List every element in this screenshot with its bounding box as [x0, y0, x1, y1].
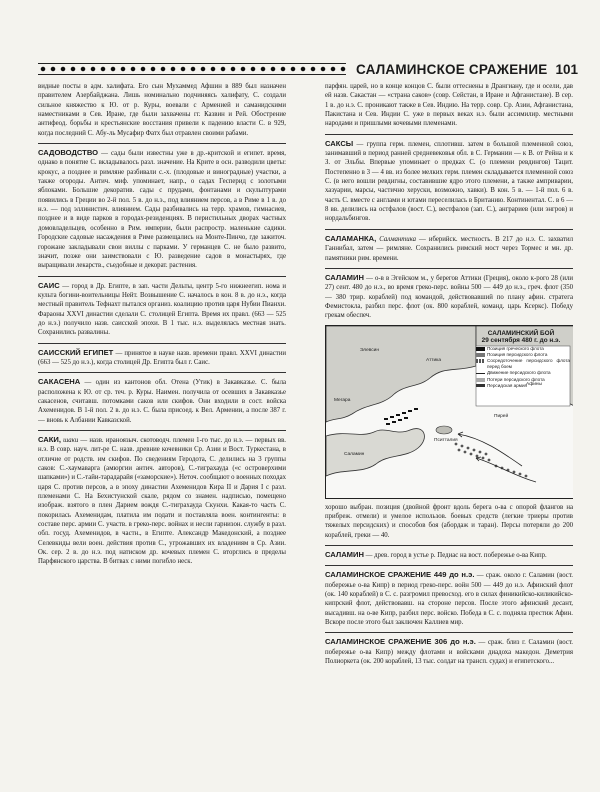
- entry-text: — город в Др. Египте, в зап. части Дельты, центр 5-го нижнеегип. нома и культа богини-воительницы Нейт. Возвышение С. началось в кон. 8 в. до н.э., когда местный правитель Тефнахт пытался организ. коалицию против царя Нубии Пианхи. Фараоны XXVI династии сделали С. столицей Египта. Время их правл. (663 — 525 до н.э.) получило назв. саисской эпохи. В 1 тыс. н.э. выделялась местная знать. Сохранились развалины.: [38, 282, 286, 337]
- battle-map: [325, 325, 573, 499]
- entry-text: — сраж. близ г. Саламин (вост. побережье о-ва Кипр) между флотами и войсками диадоха македон. Деметрия Полиоркета (ок. 200 кораблей, 13 тыс. солдат на трансп. судах) и египетского...: [325, 639, 573, 666]
- entry-headword: САЛАМИН: [325, 549, 364, 559]
- legend-swatch: [476, 353, 485, 357]
- legend-label: Персидская армия: [487, 383, 528, 388]
- entry-variant: шаки: [63, 437, 79, 444]
- entry-text: — группа герм. племен, сплотивш. затем в большой племенной союз, занимавший в период ранней средневековья обл. в С. Германии — к В. от Рейна и к З. от Эльбы. Впервые упоминает о предках С. (о племени ревдингов) Тацит. Постепенно в 3 — 4 вв. из более мелких герм. племен складывается племенной союз С. (в него вошли ревдигны, составившие ядро этого племени, а также амприварии, хазуарии, марсы, частично херуски, возможно, хавки). В кон. 5 в. — 1-й пол. 6 в. часть С. вместе с англами и ютами переселилась в Британию. Континентал. С. в 6 — 8 вв. делились на остфалов (вост. С.), вестфалов (зап. С.), анграриев (или энгров) и нордальбингов.: [325, 140, 573, 223]
- legend-item: [476, 346, 570, 351]
- legend-label: Потери персидского флота: [487, 376, 545, 382]
- entry-headword: САЛАМИН: [325, 272, 364, 282]
- legend-item: [476, 352, 570, 357]
- entry-salamin-city: [325, 550, 573, 560]
- legend-swatch: [476, 384, 485, 387]
- map-label-piraeus: Пирей: [494, 413, 509, 419]
- legend-item: [476, 358, 570, 369]
- entry-sakasena: [38, 377, 286, 425]
- entry-headword: САЛАМИНСКОЕ СРАЖЕНИЕ 449 до н.э.: [325, 570, 475, 580]
- entry-sadovodstvo: [38, 148, 286, 270]
- map-title: [476, 330, 566, 344]
- entry-divider: [325, 565, 573, 566]
- map-label-psyttaleia: Пситталия: [434, 437, 458, 443]
- entry-text: — назв. ираноязыч. скотоводч. племен 1-го тыс. до н.э. — первых вв. н.э. В совр. науч. лит-ре С. назв. древние кочевники Ср. Азии и Вост. Туркестана, в отличие от родств. им скифов. По сведениям Геродота, С. делились на 3 группы саков: С.-хаумаварга (амюргии антич. авторов), С.-тиграхауда («с островерхими шапками») и С.-тайи-тарадарайя («заморские»). Неточ. сообщают о военных походах царя С. против персов, а в эпоху династии Ахеменидов Кира II и Дария I с разл. племенами С. На Бехистунской скале, рядом со знамен. надписью, помещено изображ. взятого в плен Дарием вождя С.-тиграхауда Скунхи. Какая-то часть С. покорилась Ахеменидам, платила им подати и поставляла воен. контингенты: в составе перс. армии С. участв. в греко-перс. войнах и несли гарнизон. службу в разл. обл. госуд. Ахеменидов, в частн., в Египте. Александр Македонский, а позднее Селевкиды вели воен. действия против С., угрожавших их владениям в Ср. Азии. Ок. сер. 2 в. до н.э. под натиском др. кочевых племен С. вторглись в пределы Парфянского царства. В битвах с ними погибло неск.: [38, 437, 286, 566]
- map-title-date: 29 сентября 480 г. до н.э.: [481, 336, 561, 344]
- right-column: [325, 82, 573, 786]
- legend-label: Позиция греческого флота: [487, 345, 544, 351]
- entry-text: — принятое в науке назв. времени правл. XXVI династии (663 — 525 до н.э.), когда столицей Др. Египта был г. Саис.: [38, 349, 286, 366]
- entry-salamin-island: [325, 273, 573, 321]
- entry-divider: [325, 545, 573, 546]
- continued-text: парфян. царей, но в конце концов С. были оттеснены в Дрангиану, где и осели, дав ей назв. Сакастан — «страна саков» (совр. Сейстан, в Иране и Афганистане). В сер. 1 в. до н.э. С. проникают также в Сев. Индию. На терр. совр. Ср. Азии, Афганистана, Пакистана и Сев. Индии С. уже в первых веках н.э. были ассимилир. местными народами и пришлыми кочевыми племенами.: [325, 83, 573, 128]
- entry-divider: [325, 229, 573, 230]
- entry-divider: [38, 372, 286, 373]
- legend-label: Позиция персидского флота: [487, 351, 548, 357]
- entry-saisskiy-egipet: [38, 348, 286, 368]
- continued-text: хорошо выбран. позиция (двойной фронт вдоль берега о-ва с опорой флангов на прибреж. отмели) и умелое использов. боевых средств (легкие триеры против тяжелых персидских) и способов боя (абордаж и таран). Персы потеряли до 200 кораблей, греки — 40.: [325, 503, 573, 539]
- entry-divider: [325, 134, 573, 135]
- entry-text: — один из кантонов обл. Отена (Утик) в Закавказье. С. была расположена к Ю. от ср. теч. р. Куры. Наимен. получила от осевших в Закавказье сакасенов, считавш. потомками саков или скифов. Они входили в сост. войска Ахеменидов. В 1-й пол. 2 в. до н.э. С. была присоед. к Вел. Армении, а после 387 г. — вновь к Албании Кавказской.: [38, 379, 286, 424]
- entry-divider: [38, 343, 286, 344]
- legend-swatch: [476, 359, 485, 363]
- running-title: САЛАМИНСКОЕ СРАЖЕНИЕ: [355, 61, 548, 77]
- legend-item: [476, 377, 570, 382]
- entry-sais: [38, 281, 286, 338]
- psyttaleia-islet: [436, 426, 452, 434]
- entry-divider: [325, 632, 573, 633]
- map-label-eleusis: Элевсин: [360, 347, 379, 353]
- legend-label: Движение персидского флота: [487, 370, 551, 376]
- entry-text: — сраж. около г. Саламин (вост. побережье о-ва Кипр) в период греко-перс. войн 500 — 449 до н.э. Афинский флот (ок. 140 кораблей) в С. с. разгромил превосход. его в силах финикийско-киликийско-кипрский флот, действовавш. на стороне персов. После этого афинский десант, высадивш. на о-ве Кипр, разбил перс. войско. Победа в С. с. подняла престиж Афин. Вскоре после этого был заключен Каллиев мир.: [325, 572, 573, 626]
- entry-saksy: [325, 139, 573, 224]
- continued-text: видные посты в адм. халифата. Его сын Мухаммед Афшин в 889 был назначен правителем Азербайджана. Лишь номинально подчиняясь халифату, С. создали сильное княжество к Ю. от р. Куры, воевали с Арменией и саманидскими наместниками в Сев. Иране, где были захвачены гг. Казвин и Рей. Обострение антифеод. борьбы и крестьянские восстания привели к падению власти С. в 929, когда последний С. Абу-ль Мусафир Фатх был отравлен своими рабами.: [38, 83, 286, 137]
- entry-salamanka: [325, 234, 573, 263]
- entry-text: — древ. город в устье р. Педиас на вост. побережье о-ва Кипр.: [363, 551, 547, 559]
- entry-headword: САКАСЕНА: [38, 377, 81, 387]
- page-number: 101: [555, 61, 578, 77]
- map-title-main: САЛАМИНСКИЙ БОЙ: [487, 329, 555, 337]
- entry-headword: САКИ,: [38, 435, 61, 444]
- entry-text: — иберийск. местность. В 217 до н.э. С. захватил Ганнибал, затем — римляне. Сохранились римский мост через Тормес и мн. др. памятники рим. времени.: [325, 235, 573, 262]
- left-column: [38, 82, 286, 786]
- legend-swatch: [476, 378, 485, 382]
- entry-headword: САДОВОДСТВО: [38, 148, 99, 158]
- legend-item: [476, 370, 570, 375]
- entry-text: — о-в в Эгейском м., у берегов Аттики (Греция), около к-рого 28 (или 27) сент. 480 до н.э., во время греко-перс. войны 500 — 449 до н.э., греч. флот (350 — 380 трир. кораблей) под командой, действовавший по плану афин. стратега Фемистокла, разбил перс. флот (ок. 800 кораблей, команд. царь Ксеркс). Победу грекам обеспеч.: [325, 274, 573, 320]
- legend-swatch: [476, 373, 485, 374]
- entry-headword: САЛАМАНКА,: [325, 233, 377, 243]
- entry-divider: [38, 143, 286, 144]
- entry-salamis-battle-306: [325, 637, 573, 666]
- entry-divider: [38, 430, 286, 431]
- map-label-salamis: Саламин: [344, 451, 365, 457]
- legend-label: Сосредоточение персидского флота перед боем: [487, 358, 570, 369]
- map-label-attica: Аттика: [426, 357, 442, 363]
- entry-headword: САИС: [38, 280, 60, 290]
- entry-headword: САЛАМИНСКОЕ СРАЖЕНИЕ 306 до н.э.: [325, 637, 476, 647]
- map-legend: [476, 346, 570, 390]
- legend-swatch: [476, 347, 485, 351]
- entry-headword: САКСЫ: [325, 138, 354, 148]
- ornament-border: [38, 63, 346, 75]
- page-header: [38, 58, 578, 80]
- entry-variant: Салмантика: [379, 235, 417, 243]
- entry-headword: САИССКИЙ ЕГИПЕТ: [38, 347, 114, 357]
- map-label-athens: Афины: [526, 381, 542, 387]
- entry-divider: [325, 268, 573, 269]
- entry-text: — сады были известны уже в др.-критской и египет. время, однако в понятие С. вкладывалось разл. значение. На Крите в осн. разводили цветы: крокус, а позднее и римляне разбивали с.-х. (плодовые и виноградные) участки, а также огороды. Антич. миф. упоминает, напр., о садах Гесперид с золотыми яблоками. Большие декоратив. сады с прудами, фонтанами и скульптурами появились в Греции во 2-й пол. 5 в. до н.э., под влиянием персов, а в Риме в 1 в. до н.э. — под эллинистич. влиянием. Сады разбивались на терр. храмов, гимнасиев, позднее и в виде парков в городах-резиденциях. В перистильных дворах частных домовладельцев, особенно в Рим. империи, были распростр. маленькие садики. Городские садовые насаждения в Риме размещались на Монте-Пинчо, где зажиточ. горожане закладывали свои виллы с парками. У германцев С. не было развито, значит, позже они заимствовали с Ю. разведение садов в монастырях, где выращивали лекарств., съедобные и декорат. растения.: [38, 150, 286, 270]
- legend-item: [476, 383, 570, 388]
- map-label-megara: Мегара: [334, 397, 351, 403]
- entry-salamis-battle-449: [325, 570, 573, 627]
- entry-saki: [38, 435, 286, 567]
- entry-divider: [38, 276, 286, 277]
